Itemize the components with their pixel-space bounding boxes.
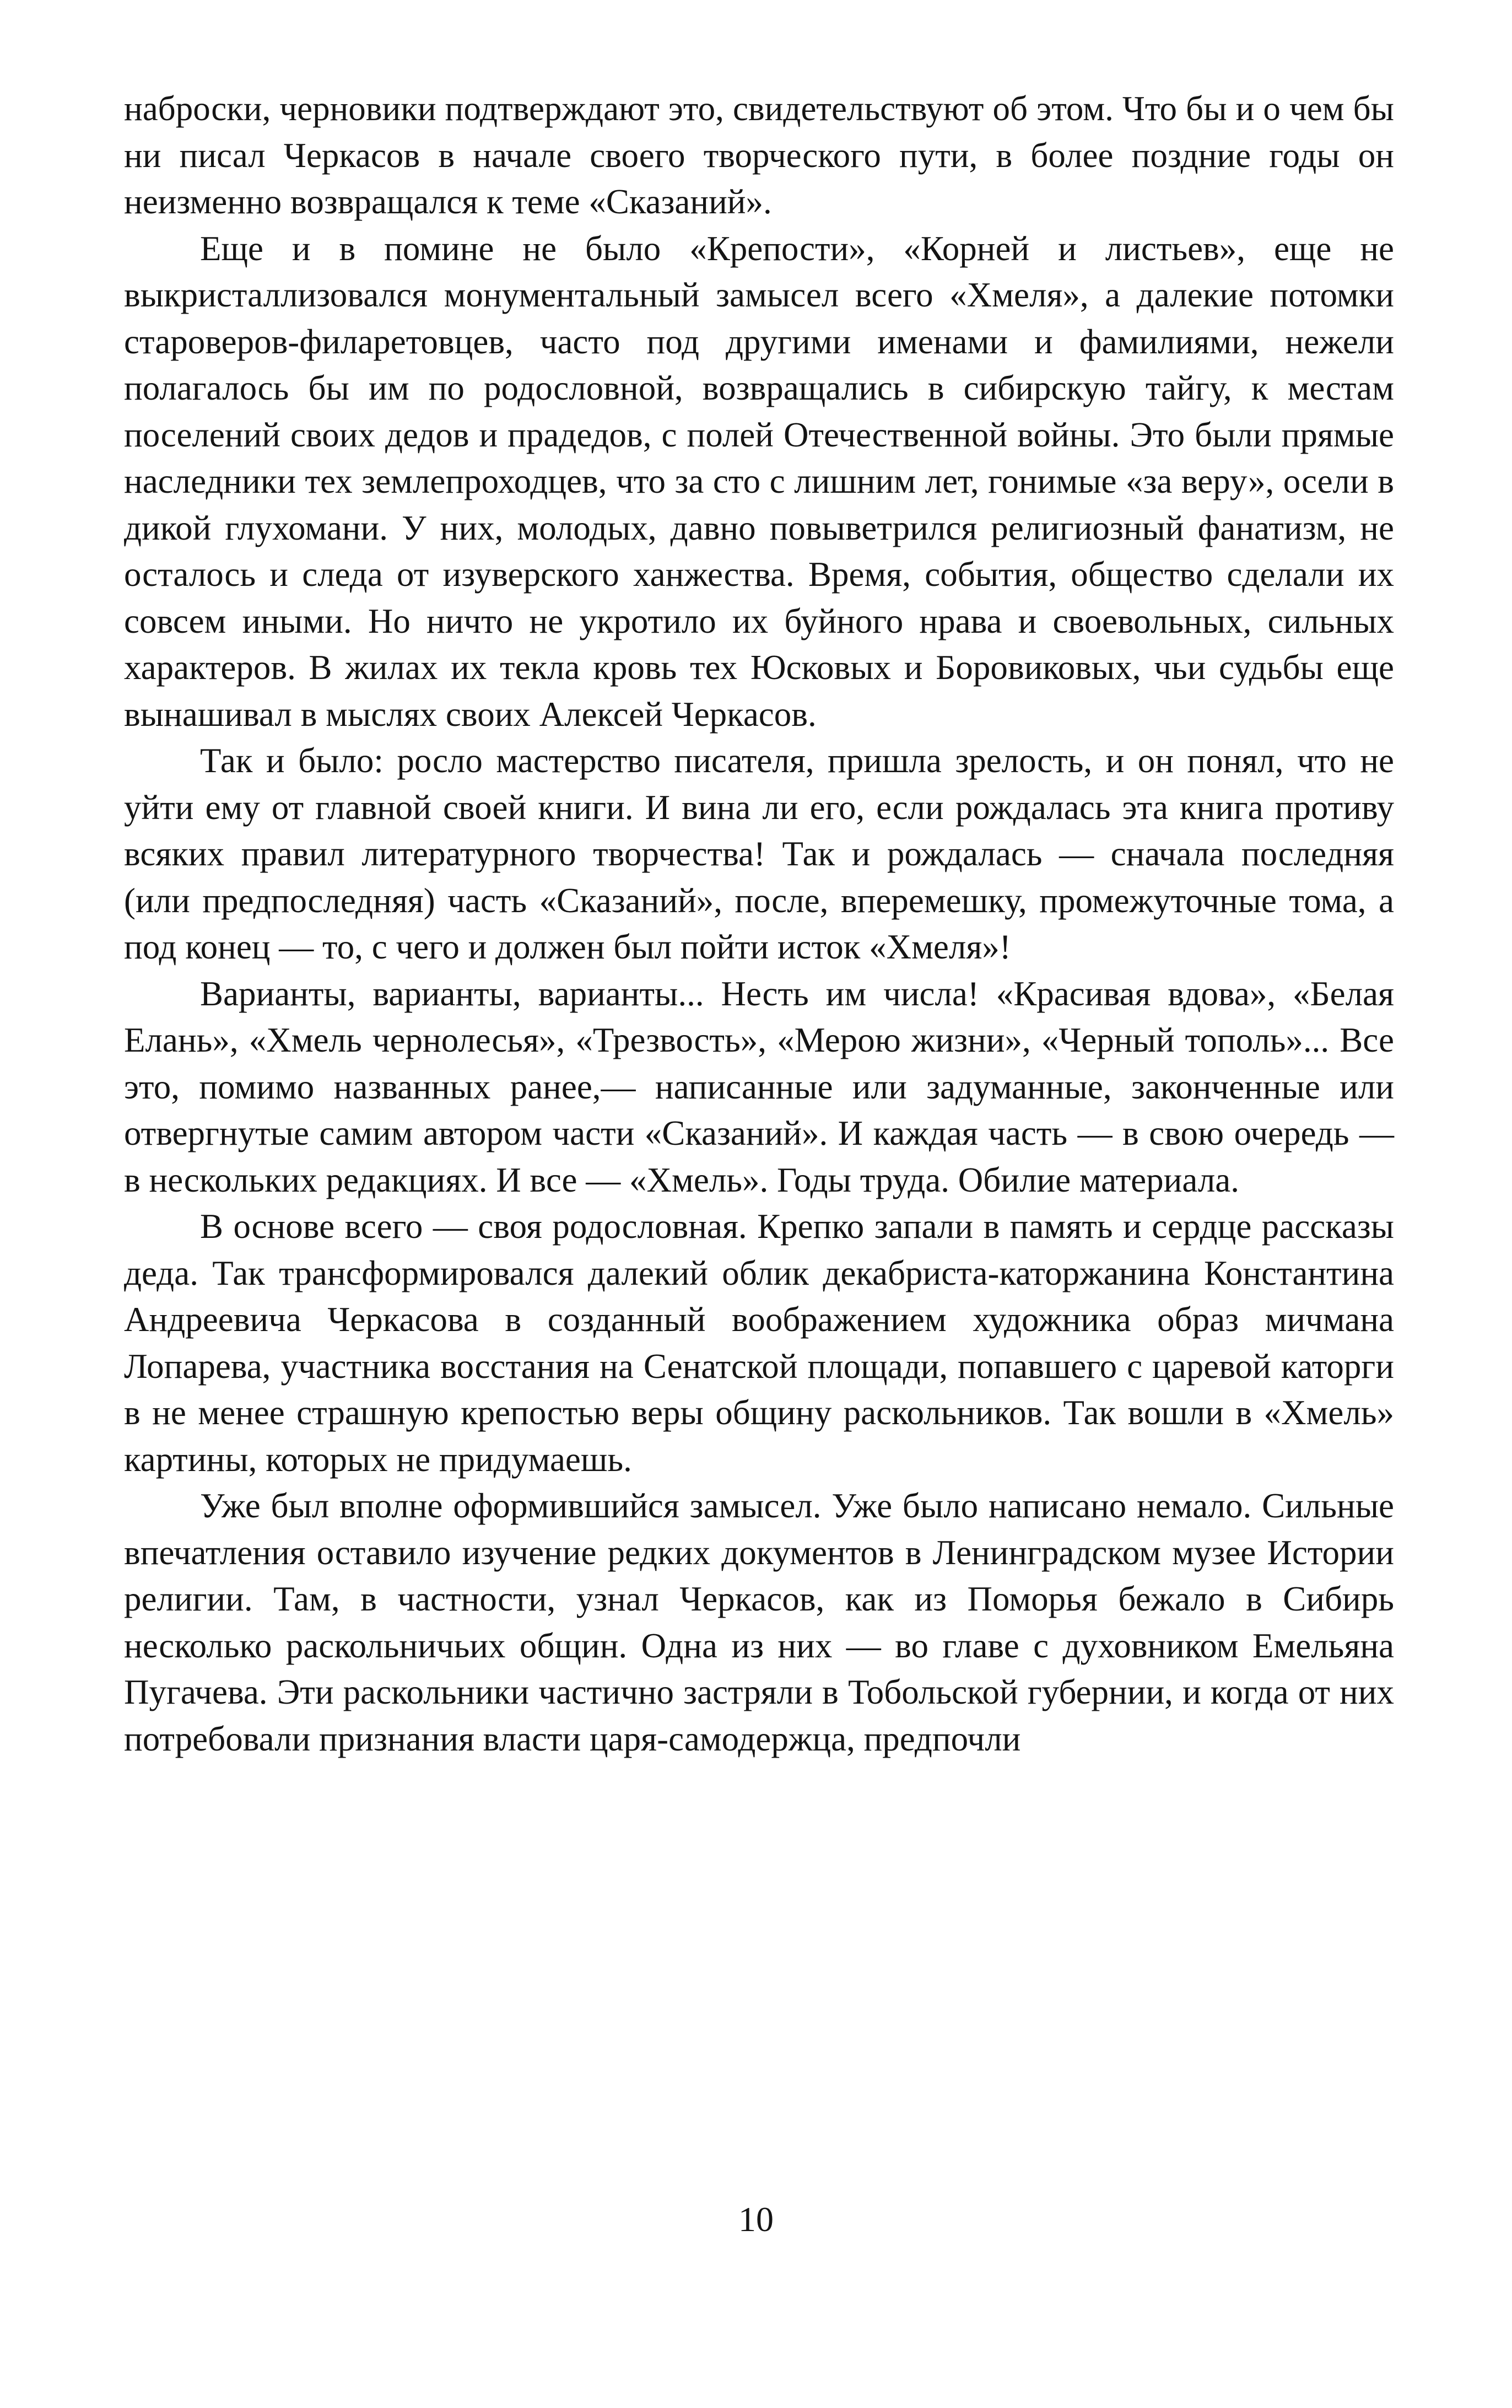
paragraph: Так и было: росло мастерство писателя, пришла зрелость, и он понял, что не уйти ему от главной своей книги. И вина ли его, если рождалась эта книга противу всяких правил литературного творчества! Так и рождалась — сначала последняя (или предпоследняя) часть «Сказаний», после, вперемешку, промежуточные тома, а под конец — то, с чего и должен был пойти исток «Хмеля»! bbox=[124, 741, 1394, 966]
paragraph: В основе всего — своя родословная. Крепко запали в память и сердце рассказы деда. Так трансформировался далекий облик декабриста-каторжанина Константина Андреевича Черкасова в созданный воображением художника образ мичмана Лопарева, участника восстания на Сенатской площади, попавшего с царевой каторги в не менее страшную крепостью веры общину раскольников. Так вошли в «Хмель» картины, которых не придумаешь. bbox=[124, 1207, 1394, 1479]
paragraph: Варианты, варианты, варианты... Несть им числа! «Красивая вдова», «Белая Елань», «Хмель чернолесья», «Трезвость», «Мерою жизни», «Черный тополь»... Все это, помимо названных ранее,— написанные или задуманные, законченные или отвергнутые самим автором части «Сказаний». И каждая часть — в свою очередь — в нескольких редакциях. И все — «Хмель». Годы труда. Обилие материала. bbox=[124, 974, 1394, 1199]
paragraph: Еще и в помине не было «Крепости», «Корней и листьев», еще не выкристаллизовался монументальный замысел всего «Хмеля», а далекие потомки староверов-филаретовцев, часто под другими именами и фамилиями, нежели полагалось бы им по родословной, возвращались в сибирскую тайгу, к местам поселений своих дедов и прадедов, с полей Отечественной войны. Это были прямые наследники тех землепроходцев, что за сто с лишним лет, гонимые «за веру», осели в дикой глухомани. У них, молодых, давно повыветрился религиозный фанатизм, не осталось и следа от изуверского ханжества. Время, события, общество сделали их совсем иными. Но ничто не укротило их буйного нрава и своевольных, сильных характеров. В жилах их текла кровь тех Юсковых и Боровиковых, чьи судьбы еще вынашивал в мыслях своих Алексей Черкасов. bbox=[124, 229, 1394, 734]
paragraph: наброски, черновики подтверждают это, свидетельствуют об этом. Что бы и о чем бы ни писал Черкасов в начале своего творческого пути, в более поздние годы он неизменно возвращался к теме «Сказаний». bbox=[124, 89, 1394, 221]
page-number: 10 bbox=[738, 2200, 774, 2239]
paragraph: Уже был вполне оформившийся замысел. Уже было написано немало. Сильные впечатления оставило изучение редких документов в Ленинградском музее Истории религии. Там, в частности, узнал Черкасов, как из Поморья бежало в Сибирь несколько раскольничьих общин. Одна из них — во главе с духовником Емельяна Пугачева. Эти раскольники частично застряли в Тобольской губернии, и когда от них потребовали признания власти царя-самодержца, предпочли bbox=[124, 1486, 1394, 1758]
body-text bbox=[124, 85, 1394, 1762]
